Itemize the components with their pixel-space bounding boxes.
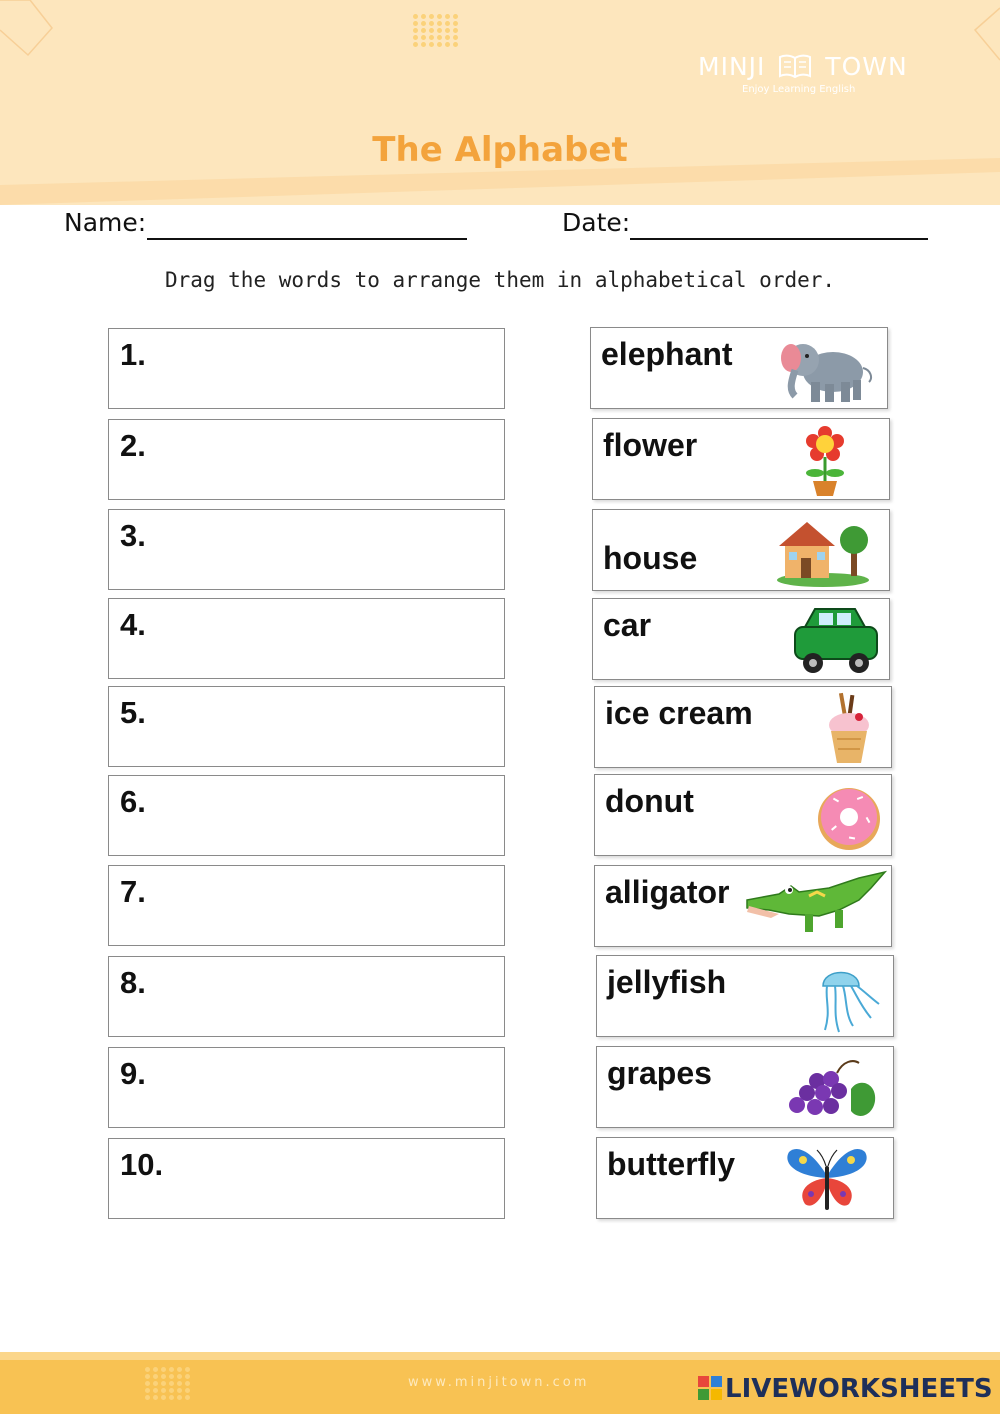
card-word: butterfly — [607, 1146, 735, 1182]
answer-slot-1[interactable] — [108, 328, 505, 409]
slot-number: 4. — [120, 607, 146, 642]
slot-number: 9. — [120, 1056, 146, 1091]
word-card-ice-cream[interactable] — [594, 686, 892, 768]
grapes-icon — [767, 1051, 887, 1125]
slot-number: 10. — [120, 1147, 164, 1182]
word-card-jellyfish[interactable] — [596, 955, 894, 1037]
card-word: car — [603, 607, 652, 643]
card-word: grapes — [607, 1055, 712, 1091]
house-icon — [763, 514, 883, 588]
slot-number: 1. — [120, 337, 146, 372]
answer-slot-10[interactable] — [108, 1138, 505, 1219]
card-word: donut — [605, 783, 694, 819]
name-label: Name: — [64, 208, 147, 237]
word-card-alligator[interactable] — [594, 865, 892, 947]
elephant-icon — [761, 332, 881, 406]
card-word: elephant — [601, 336, 733, 372]
jellyfish-icon — [767, 960, 887, 1034]
logo-name-left: MINJI — [698, 52, 766, 81]
word-card-butterfly[interactable] — [596, 1137, 894, 1219]
website-url: www.minjitown.com — [408, 1375, 590, 1390]
slot-number: 7. — [120, 874, 146, 909]
footer-dot-pattern — [145, 1367, 191, 1400]
slot-number: 2. — [120, 428, 146, 463]
butterfly-icon — [767, 1142, 887, 1216]
word-card-elephant[interactable] — [590, 327, 888, 409]
word-card-house[interactable] — [592, 509, 890, 591]
instruction-text: Drag the words to arrange them in alphabetical order. — [164, 268, 836, 292]
logo-name-right: TOWN — [825, 52, 908, 81]
slot-number: 5. — [120, 695, 146, 730]
card-word: jellyfish — [607, 964, 727, 1000]
slot-number: 6. — [120, 784, 146, 819]
card-word: flower — [603, 427, 698, 463]
answer-slot-2[interactable] — [108, 419, 505, 500]
page-title: The Alphabet — [372, 130, 628, 170]
name-line — [147, 238, 467, 240]
word-card-flower[interactable] — [592, 418, 890, 500]
slot-number: 3. — [120, 518, 146, 553]
liveworksheets-logo[interactable] — [698, 1374, 993, 1404]
flower-icon — [763, 423, 883, 497]
footer-stripe — [0, 1352, 1000, 1360]
answer-slot-9[interactable] — [108, 1047, 505, 1128]
date-line — [630, 238, 928, 240]
answer-slot-6[interactable] — [108, 775, 505, 856]
liveworksheets-text: LIVEWORKSHEETS — [725, 1374, 993, 1404]
minji-town-logo — [698, 52, 918, 102]
answer-slot-5[interactable] — [108, 686, 505, 767]
book-icon — [778, 53, 812, 79]
word-card-grapes[interactable] — [596, 1046, 894, 1128]
header-decoration — [0, 0, 1000, 215]
liveworksheets-badge-icon — [698, 1376, 722, 1400]
slot-number: 8. — [120, 965, 146, 1000]
ice-cream-icon — [765, 691, 885, 765]
header-dot-pattern — [413, 14, 459, 47]
car-icon — [763, 603, 883, 677]
alligator-icon — [739, 870, 889, 944]
word-card-car[interactable] — [592, 598, 890, 680]
answer-slot-7[interactable] — [108, 865, 505, 946]
word-card-donut[interactable] — [594, 774, 892, 856]
card-word: house — [603, 540, 698, 576]
card-word: alligator — [605, 874, 730, 910]
answer-slot-4[interactable] — [108, 598, 505, 679]
answer-slot-8[interactable] — [108, 956, 505, 1037]
logo-tagline: Enjoy Learning English — [742, 84, 856, 95]
date-label: Date: — [562, 208, 631, 237]
answer-slot-3[interactable] — [108, 509, 505, 590]
card-word: ice cream — [605, 695, 753, 731]
donut-icon — [765, 779, 885, 853]
